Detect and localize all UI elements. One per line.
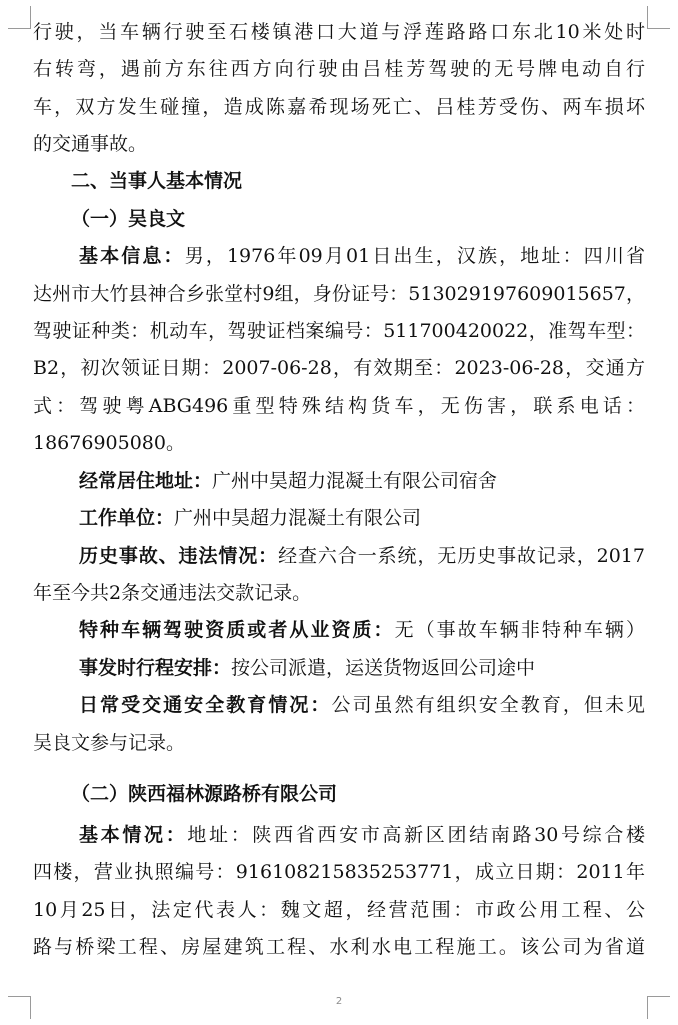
crop-mark-top-left xyxy=(8,6,31,29)
paragraph-line: 的交通事故。 xyxy=(33,133,148,155)
page-number: 2 xyxy=(335,996,343,1007)
paragraph-line: 达州市大竹县神合乡张堂村9组，身份证号：513029197609015657， xyxy=(33,283,645,305)
residence-line: 经常居住地址：广州中昊超力混凝土有限公司宿舍 xyxy=(79,470,498,492)
party-heading: （一）吴良文 xyxy=(71,208,186,230)
paragraph-line: 四楼，营业执照编号：916108215835253771，成立日期：2011年 xyxy=(33,861,645,883)
history-line: 历史事故、违法情况：经查六合一系统，无历史事故记录，2017 xyxy=(79,545,645,567)
paragraph-line: 行驶，当车辆行驶至石楼镇港口大道与浮莲路路口东北10米处时 xyxy=(33,21,645,43)
party-heading: （二）陕西福林源路桥有限公司 xyxy=(71,783,338,805)
paragraph-line: 路与桥梁工程、房屋建筑工程、水利水电工程施工。该公司为省道 xyxy=(33,936,645,958)
field-label: 经常居住地址： xyxy=(79,470,213,492)
paragraph-line: 年至今共2条交通违法交款记录。 xyxy=(33,582,312,604)
field-label: 特种车辆驾驶资质或者从业资质： xyxy=(79,619,395,641)
field-label: 基本情况： xyxy=(79,824,188,846)
paragraph-line: 右转弯，遇前方东往西方向行驶由吕桂芳驾驶的无号牌电动自行 xyxy=(33,58,645,80)
employer-line: 工作单位：广州中昊超力混凝土有限公司 xyxy=(79,507,422,529)
paragraph-line: 式：驾驶粤ABG496重型特殊结构货车，无伤害，联系电话： xyxy=(33,395,645,417)
section-heading: 二、当事人基本情况 xyxy=(71,170,243,192)
field-label: 事发时行程安排： xyxy=(79,657,232,679)
field-label: 日常受交通安全教育情况： xyxy=(79,694,332,716)
paragraph-line: 车，双方发生碰撞，造成陈嘉希现场死亡、吕桂芳受伤、两车损坏 xyxy=(33,96,645,118)
schedule-line: 事发时行程安排：按公司派遣，运送货物返回公司途中 xyxy=(79,657,536,679)
paragraph-line: 吴良文参与记录。 xyxy=(33,732,186,754)
paragraph-line: 10月25日，法定代表人：魏文超，经营范围：市政公用工程、公 xyxy=(33,899,645,921)
field-label: 工作单位： xyxy=(79,507,175,529)
education-line: 日常受交通安全教育情况：公司虽然有组织安全教育，但未见 xyxy=(79,694,645,716)
qualification-line: 特种车辆驾驶资质或者从业资质：无（事故车辆非特种车辆） xyxy=(79,619,645,641)
paragraph-line: B2，初次领证日期：2007-06-28，有效期至：2023-06-28，交通方 xyxy=(33,357,645,379)
basic-info-line: 基本情况：地址：陕西省西安市高新区团结南路30号综合楼 xyxy=(79,824,645,846)
crop-mark-top-right xyxy=(647,6,670,29)
field-label: 基本信息： xyxy=(79,245,185,267)
paragraph-line: 驾驶证种类：机动车，驾驶证档案编号：511700420022，准驾车型： xyxy=(33,320,645,342)
paragraph-line: 18676905080。 xyxy=(33,432,185,454)
basic-info-line: 基本信息：男，1976年09月01日出生，汉族，地址：四川省 xyxy=(79,245,645,267)
field-label: 历史事故、违法情况： xyxy=(79,545,279,567)
